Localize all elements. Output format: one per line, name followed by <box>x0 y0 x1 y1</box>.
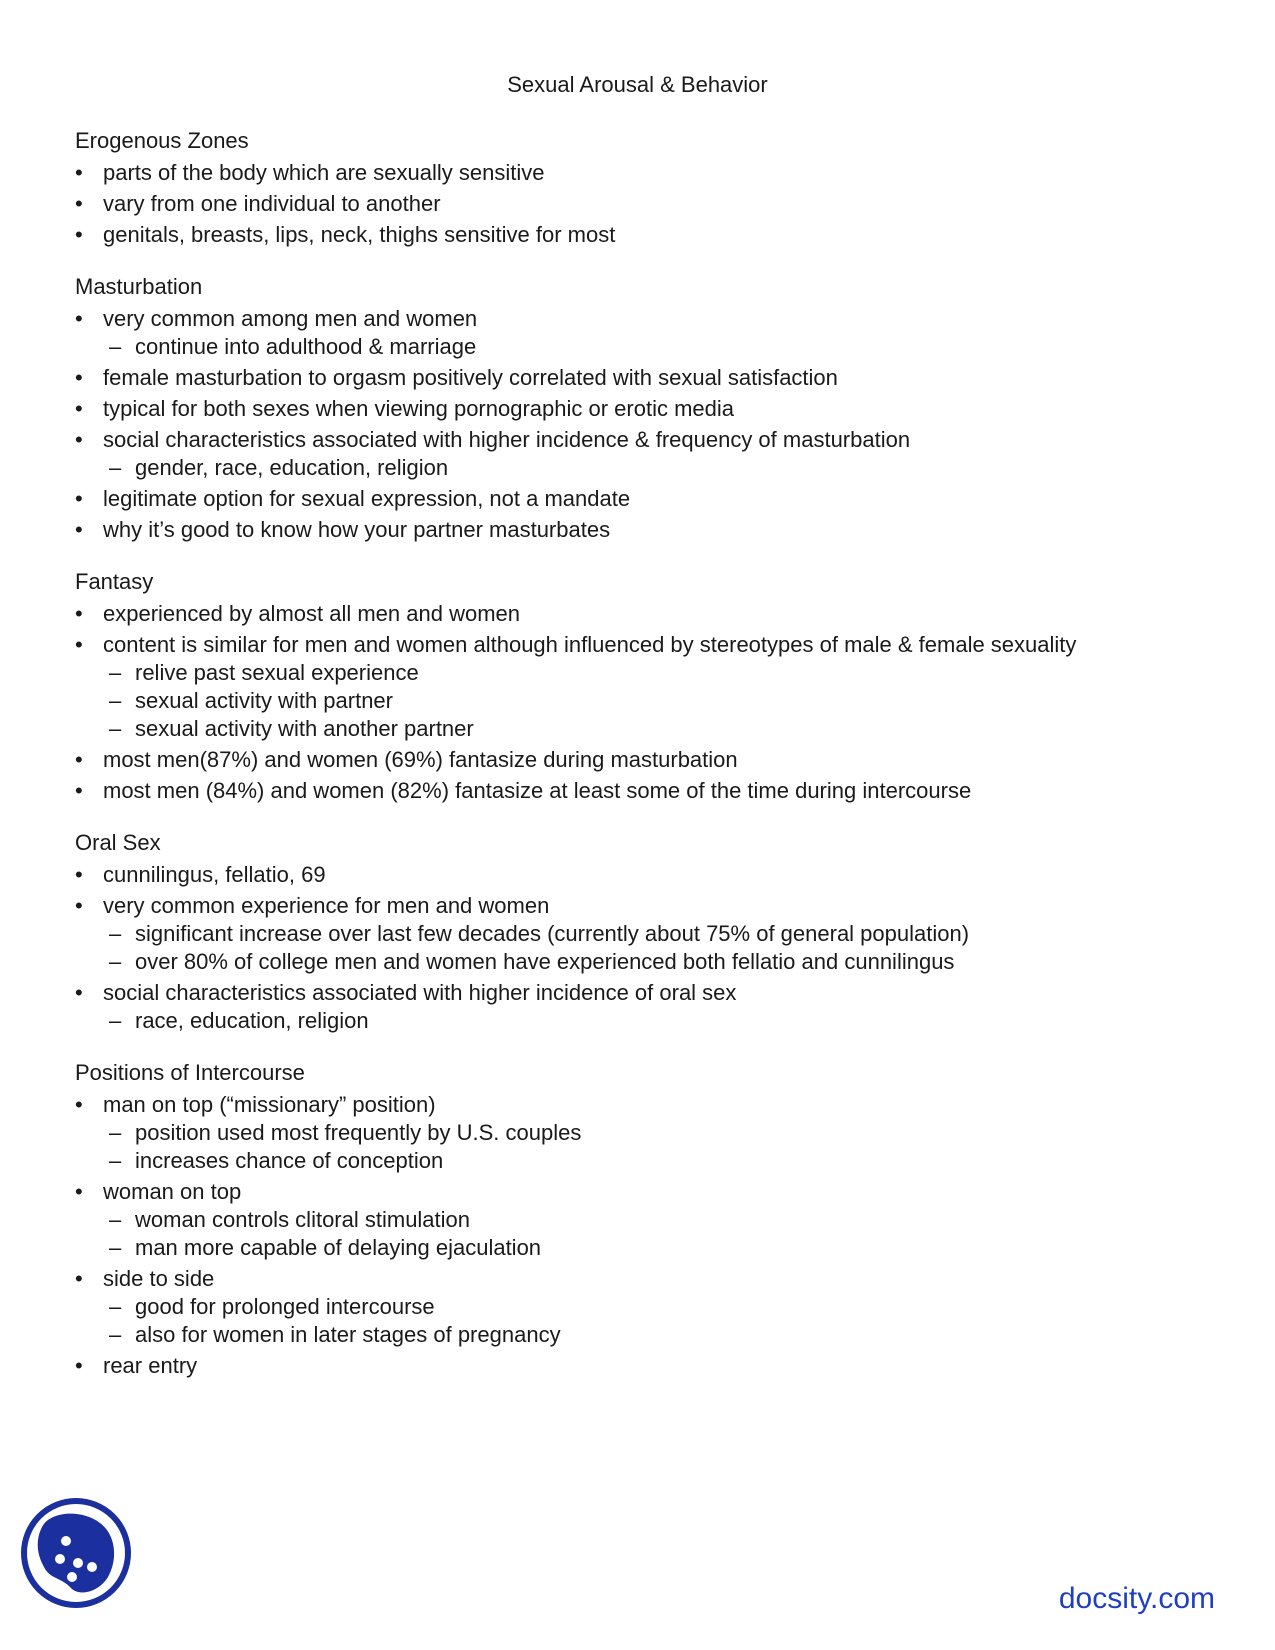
bullet-item: • content is similar for men and women although influenced by stereotypes of male & female sexuality <box>75 631 1205 659</box>
bullet-item: • woman on top <box>75 1178 1205 1206</box>
section <box>75 568 1205 805</box>
section-heading: Oral Sex <box>75 830 161 855</box>
sub-bullet-item: – continue into adulthood & marriage <box>75 333 1205 361</box>
bullet-item: • female masturbation to orgasm positively correlated with sexual satisfaction <box>75 364 1205 392</box>
bullet-item: • legitimate option for sexual expression, not a mandate <box>75 485 1205 513</box>
bullet-item: • most men (84%) and women (82%) fantasize at least some of the time during intercourse <box>75 777 1205 805</box>
section <box>75 127 1205 249</box>
sub-bullet-item: – position used most frequently by U.S. couples <box>75 1119 1205 1147</box>
document-body <box>75 127 1205 1404</box>
sub-bullet-item: – sexual activity with partner <box>75 687 1205 715</box>
docsity-brand-link[interactable]: docsity.com <box>1058 1582 1215 1615</box>
bullet-item: • social characteristics associated with higher incidence of oral sex <box>75 979 1205 1007</box>
page-title: Sexual Arousal & Behavior <box>507 72 768 97</box>
sub-bullet-item: – woman controls clitoral stimulation <box>75 1206 1205 1234</box>
bullet-item: • very common experience for men and women <box>75 892 1205 920</box>
section <box>75 829 1205 1035</box>
sub-bullet-item: – also for women in later stages of pregnancy <box>75 1321 1205 1349</box>
bullet-item: • man on top (“missionary” position) <box>75 1091 1205 1119</box>
bullet-item: • cunnilingus, fellatio, 69 <box>75 861 1205 889</box>
bullet-item: • why it’s good to know how your partner masturbates <box>75 516 1205 544</box>
sub-bullet-item: – relive past sexual experience <box>75 659 1205 687</box>
bullet-item: • vary from one individual to another <box>75 190 1205 218</box>
bullet-item: • parts of the body which are sexually sensitive <box>75 159 1205 187</box>
bullet-item: • most men(87%) and women (69%) fantasize during masturbation <box>75 746 1205 774</box>
bullet-item: • very common among men and women <box>75 305 1205 333</box>
section <box>75 273 1205 544</box>
bullet-item: • rear entry <box>75 1352 1205 1380</box>
sub-bullet-item: – significant increase over last few decades (currently about 75% of general population) <box>75 920 1205 948</box>
bullet-item: • typical for both sexes when viewing pornographic or erotic media <box>75 395 1205 423</box>
section <box>75 1059 1205 1380</box>
sub-bullet-item: – gender, race, education, religion <box>75 454 1205 482</box>
bullet-item: • social characteristics associated with higher incidence & frequency of masturbation <box>75 426 1205 454</box>
sub-bullet-item: – good for prolonged intercourse <box>75 1293 1205 1321</box>
section-heading: Fantasy <box>75 569 154 594</box>
bullet-item: • experienced by almost all men and women <box>75 600 1205 628</box>
section-heading: Erogenous Zones <box>75 128 249 153</box>
section-heading: Positions of Intercourse <box>75 1060 305 1085</box>
bullet-item: • genitals, breasts, lips, neck, thighs sensitive for most <box>75 221 1205 249</box>
sub-bullet-item: – race, education, religion <box>75 1007 1205 1035</box>
section-heading: Masturbation <box>75 274 203 299</box>
sub-bullet-item: – increases chance of conception <box>75 1147 1205 1175</box>
sub-bullet-item: – sexual activity with another partner <box>75 715 1205 743</box>
sub-bullet-item: – over 80% of college men and women have experienced both fellatio and cunnilingus <box>75 948 1205 976</box>
bullet-item: • side to side <box>75 1265 1205 1293</box>
docsity-logo-icon[interactable] <box>20 1497 132 1609</box>
sub-bullet-item: – man more capable of delaying ejaculation <box>75 1234 1205 1262</box>
